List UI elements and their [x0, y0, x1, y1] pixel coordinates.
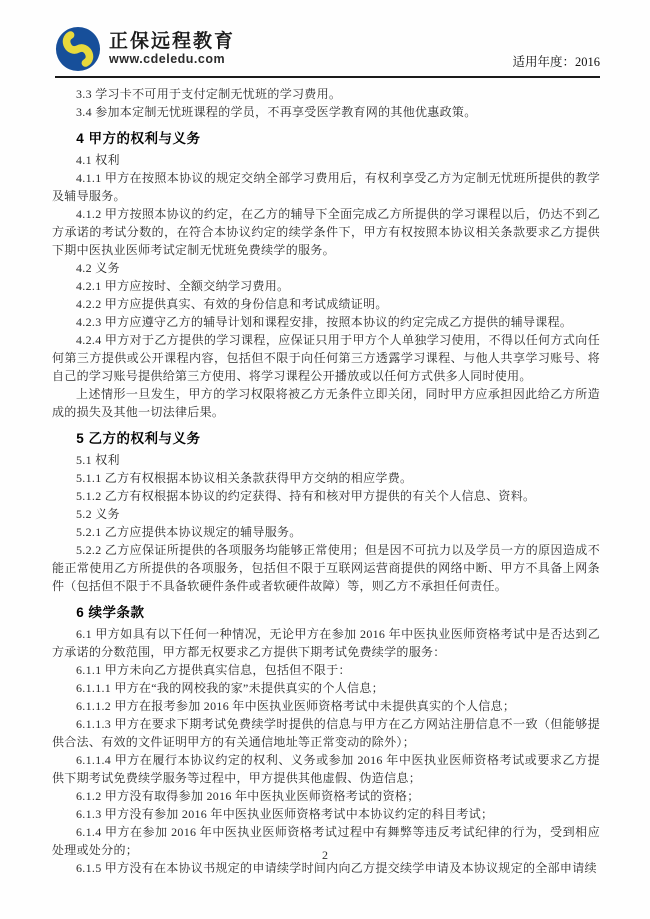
clause-6-1-2: 6.1.2 甲方没有取得参加 2016 年中医执业医师资格考试的资格； — [76, 789, 420, 803]
brand — [55, 26, 235, 72]
clause-3-4: 3.4 参加本定制无忧班课程的学员，不再享受医学教育网的其他优惠政策。 — [76, 105, 477, 119]
clause-4-2-4-note: 上述情形一旦发生，甲方的学习权限将被乙方无条件立即关闭，同时甲方应承担因此给乙方所造成的损失及其他一切法律后果。 — [52, 387, 600, 419]
clause-4-2-3: 4.2.3 甲方应遵守乙方的辅导计划和课程安排，按照本协议的约定完成乙方提供的辅导课程。 — [76, 315, 573, 329]
clause-4-1-1: 4.1.1 甲方在按照本协议的规定交纳全部学习费用后，有权利享受乙方为定制无忧班所提供的教学及辅导服务。 — [52, 171, 600, 203]
clause-6-1-1-2: 6.1.1.2 甲方在报考参加 2016 年中医执业医师资格考试中未提供真实的个人信息； — [76, 699, 516, 713]
clause-5-1: 5.1 权利 — [76, 453, 120, 467]
clause-5-2-1: 5.2.1 乙方应提供本协议规定的辅导服务。 — [76, 525, 302, 539]
clause-6-1-5: 6.1.5 甲方没有在本协议书规定的申请续学时间内向乙方提交续学申请及本协议规定的全部申请续 — [76, 861, 597, 875]
document-body — [52, 78, 600, 877]
clause-4-2-4: 4.2.4 甲方对于乙方提供的学习课程，应保证只用于甲方个人单独学习使用，不得以任何方式向任何第三方提供或公开课程内容，包括但不限于向任何第三方透露学习课程、与他人共享学习账号、将自己的学习账号提供给第三方使用、将学习课程公开播放或以任何方式供多人同时使用。 — [52, 333, 600, 383]
section-4-heading: 4 甲方的权利与义务 — [76, 131, 201, 146]
clause-4-1: 4.1 权利 — [76, 153, 120, 167]
clause-5-1-2: 5.1.2 乙方有权根据本协议的约定获得、持有和核对甲方提供的有关个人信息、资料。 — [76, 489, 536, 503]
clause-6-1-1-1: 6.1.1.1 甲方在“我的网校我的家”未提供真实的个人信息； — [76, 681, 384, 695]
clause-6-1-4: 6.1.4 甲方在参加 2016 年中医执业医师资格考试过程中有舞弊等违反考试纪律的行为，受到相应处理或处分的； — [52, 825, 600, 857]
page-number: 2 — [322, 848, 328, 862]
section-5-heading: 5 乙方的权利与义务 — [76, 431, 201, 446]
brand-text — [109, 32, 235, 67]
clause-6-1-1-4: 6.1.1.4 甲方在履行本协议约定的权利、义务或参加 2016 年中医执业医师资格考试或要求乙方提供下期考试免费续学服务等过程中，甲方提供其他虚假、伪造信息； — [52, 753, 600, 785]
brand-url: www.cdeledu.com — [109, 51, 226, 66]
clause-6-1-3: 6.1.3 甲方没有参加 2016 年中医执业医师资格考试中本协议约定的科目考试； — [76, 807, 494, 821]
clause-5-2-2: 5.2.2 乙方应保证所提供的各项服务均能够正常使用；但是因不可抗力以及学员一方的原因造成不能正常使用乙方所提供的各项服务，包括但不限于互联网运营商提供的网络中断、甲方不具备上网条件（包括但不限于不具备软硬件条件或者软硬件故障）等，则乙方不承担任何责任。 — [52, 543, 600, 593]
section-6-heading: 6 续学条款 — [76, 605, 145, 620]
page-header — [55, 0, 600, 78]
brand-logo-icon — [55, 26, 101, 72]
brand-name: 正保远程教育 — [109, 30, 236, 52]
clause-5-2: 5.2 义务 — [76, 507, 120, 521]
clause-6-1: 6.1 甲方如具有以下任何一种情况，无论甲方在参加 2016 年中医执业医师资格考试中是否达到乙方承诺的分数范围，甲方都无权要求乙方提供下期考试免费续学的服务： — [52, 627, 600, 659]
clause-6-1-1-3: 6.1.1.3 甲方在要求下期考试免费续学时提供的信息与甲方在乙方网站注册信息不一致（但能够提供合法、有效的文件证明甲方的有关通信地址等正常变动的除外）； — [52, 717, 600, 749]
clause-4-2-1: 4.2.1 甲方应按时、全额交纳学习费用。 — [76, 279, 290, 293]
clause-6-1-1: 6.1.1 甲方未向乙方提供真实信息，包括但不限于： — [76, 663, 351, 677]
clause-4-2-2: 4.2.2 甲方应提供真实、有效的身份信息和考试成绩证明。 — [76, 297, 388, 311]
clause-4-2: 4.2 义务 — [76, 261, 120, 275]
clause-5-1-1: 5.1.1 乙方有权根据本协议相关条款获得甲方交纳的相应学费。 — [76, 471, 413, 485]
applicable-year-label: 适用年度：2016 — [512, 55, 600, 69]
clause-4-1-2: 4.1.2 甲方按照本协议的约定，在乙方的辅导下全面完成乙方所提供的学习课程以后，仍达不到乙方承诺的考试分数的，在符合本协议约定的续学条件下，甲方有权按照本协议相关条款要求乙方提供下期中医执业医师考试定制无忧班免费续学的服务。 — [52, 207, 600, 257]
clause-3-3: 3.3 学习卡不可用于支付定制无忧班的学习费用。 — [76, 87, 342, 101]
